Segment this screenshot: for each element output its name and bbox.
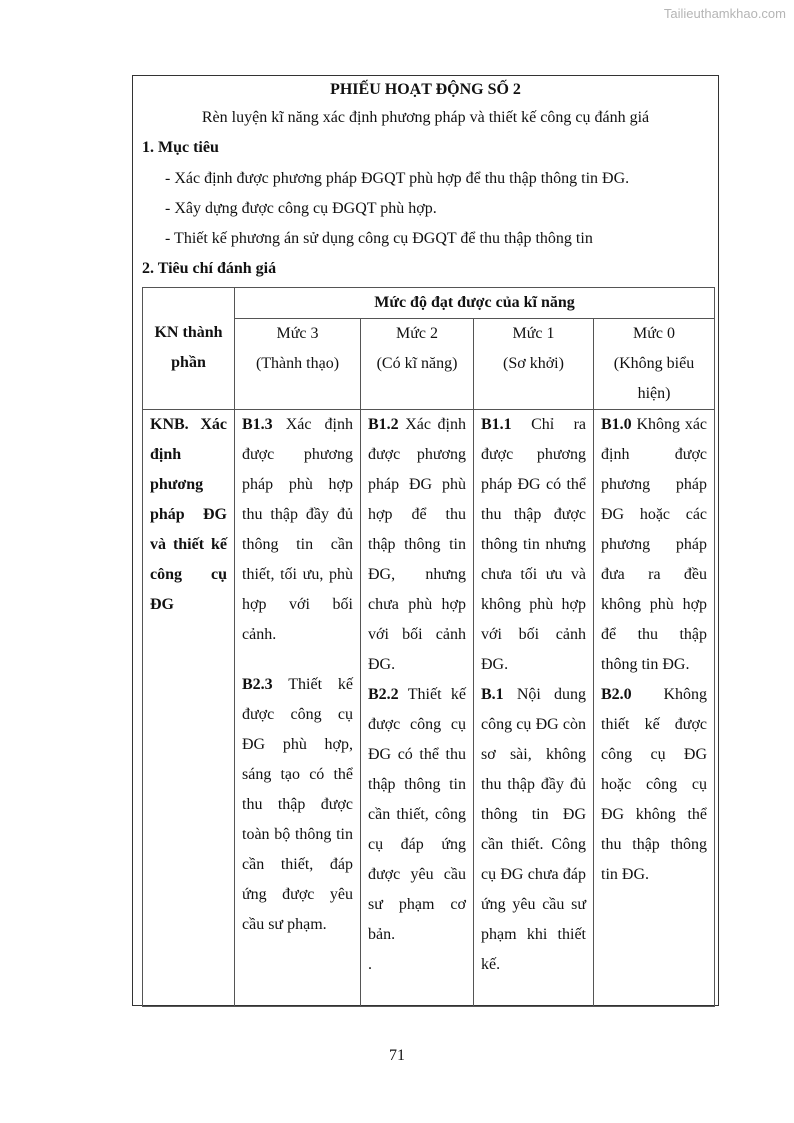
level-3-header: Mức 3 (Thành thạo) — [235, 319, 361, 410]
activity-sheet-frame — [132, 75, 719, 1006]
objective-item: - Xác định được phương pháp ĐGQT phù hợp để thu thập thông tin ĐG. — [165, 170, 630, 187]
criterion-b1-3: B1.3 Xác định được phương pháp phù hợp thu thập đầy đủ thông tin cần thiết, tối ưu, phù hợp với bối cảnh. — [242, 416, 353, 643]
criterion-b2-2: B2.2 Thiết kế được công cụ ĐG có thể thu thập thông tin cần thiết, công cụ đáp ứng được yêu cầu sư phạm cơ bản. — [368, 686, 466, 943]
criterion-b2-3: B2.3 Thiết kế được công cụ ĐG phù hợp, sáng tạo có thể thu thập được toàn bộ thông tin cần thiết, đáp ứng được yêu cầu sư phạm. — [242, 676, 353, 933]
skill-level-group-header: Mức độ đạt được của kĩ năng — [235, 288, 715, 319]
level-3-criteria-cell — [235, 410, 361, 1007]
objective-item: - Thiết kế phương án sử dụng công cụ ĐGQT để thu thập thông tin — [165, 230, 593, 247]
trailing-dot: . — [368, 956, 372, 973]
watermark: Tailieuthamkhao.com — [663, 6, 786, 21]
criterion-b1-0: B1.0 Không xác định được phương pháp ĐG hoặc các phương pháp đưa ra đều không phù hợp để thu thập thông tin ĐG. — [601, 416, 708, 673]
sheet-subtitle: Rèn luyện kĩ năng xác định phương pháp và thiết kế công cụ đánh giá — [201, 109, 650, 126]
page-number: 71 — [389, 1047, 405, 1064]
level-0-header: Mức 0 (Không biểu hiện) — [594, 319, 715, 410]
criterion-b1-1: B1.1 Chỉ ra được phương pháp ĐG có thể thu thập được thông tin nhưng chưa tối ưu và không phù hợp với bối cảnh ĐG. — [481, 416, 586, 673]
objective-item: - Xây dựng được công cụ ĐGQT phù hợp. — [165, 200, 437, 217]
level-1-header: Mức 1 (Sơ khởi) — [474, 319, 594, 410]
level-2-criteria-cell — [361, 410, 474, 1007]
criteria-table — [142, 287, 715, 1007]
level-2-header: Mức 2 (Có kĩ năng) — [361, 319, 474, 410]
criterion-b2-0: B2.0 Không thiết kế được công cụ ĐG hoặc công cụ ĐG không thể thu thập thông tin ĐG. — [601, 686, 708, 883]
sheet-title: PHIẾU HOẠT ĐỘNG SỐ 2 — [330, 81, 521, 98]
section-criteria-heading: 2. Tiêu chí đánh giá — [142, 260, 277, 277]
criterion-b1-2: B1.2 Xác định được phương pháp ĐG phù hợp để thu thập thông tin ĐG, nhưng chưa phù hợp với bối cảnh ĐG. — [368, 416, 466, 673]
section-objectives-heading: 1. Mục tiêu — [142, 139, 219, 156]
level-1-criteria-cell — [474, 410, 594, 1007]
skill-component-header: KN thành phần — [143, 288, 235, 410]
criterion-b-1: B.1 Nội dung công cụ ĐG còn sơ sài, không thu thập đầy đủ thông tin ĐG cần thiết. Công cụ ĐG chưa đáp ứng yêu cầu sư phạm khi thiết kế. — [481, 686, 587, 973]
level-0-criteria-cell — [594, 410, 715, 1007]
skill-name-cell: KNB. Xác định phương pháp ĐG và thiết kế công cụ ĐG — [143, 410, 235, 1007]
